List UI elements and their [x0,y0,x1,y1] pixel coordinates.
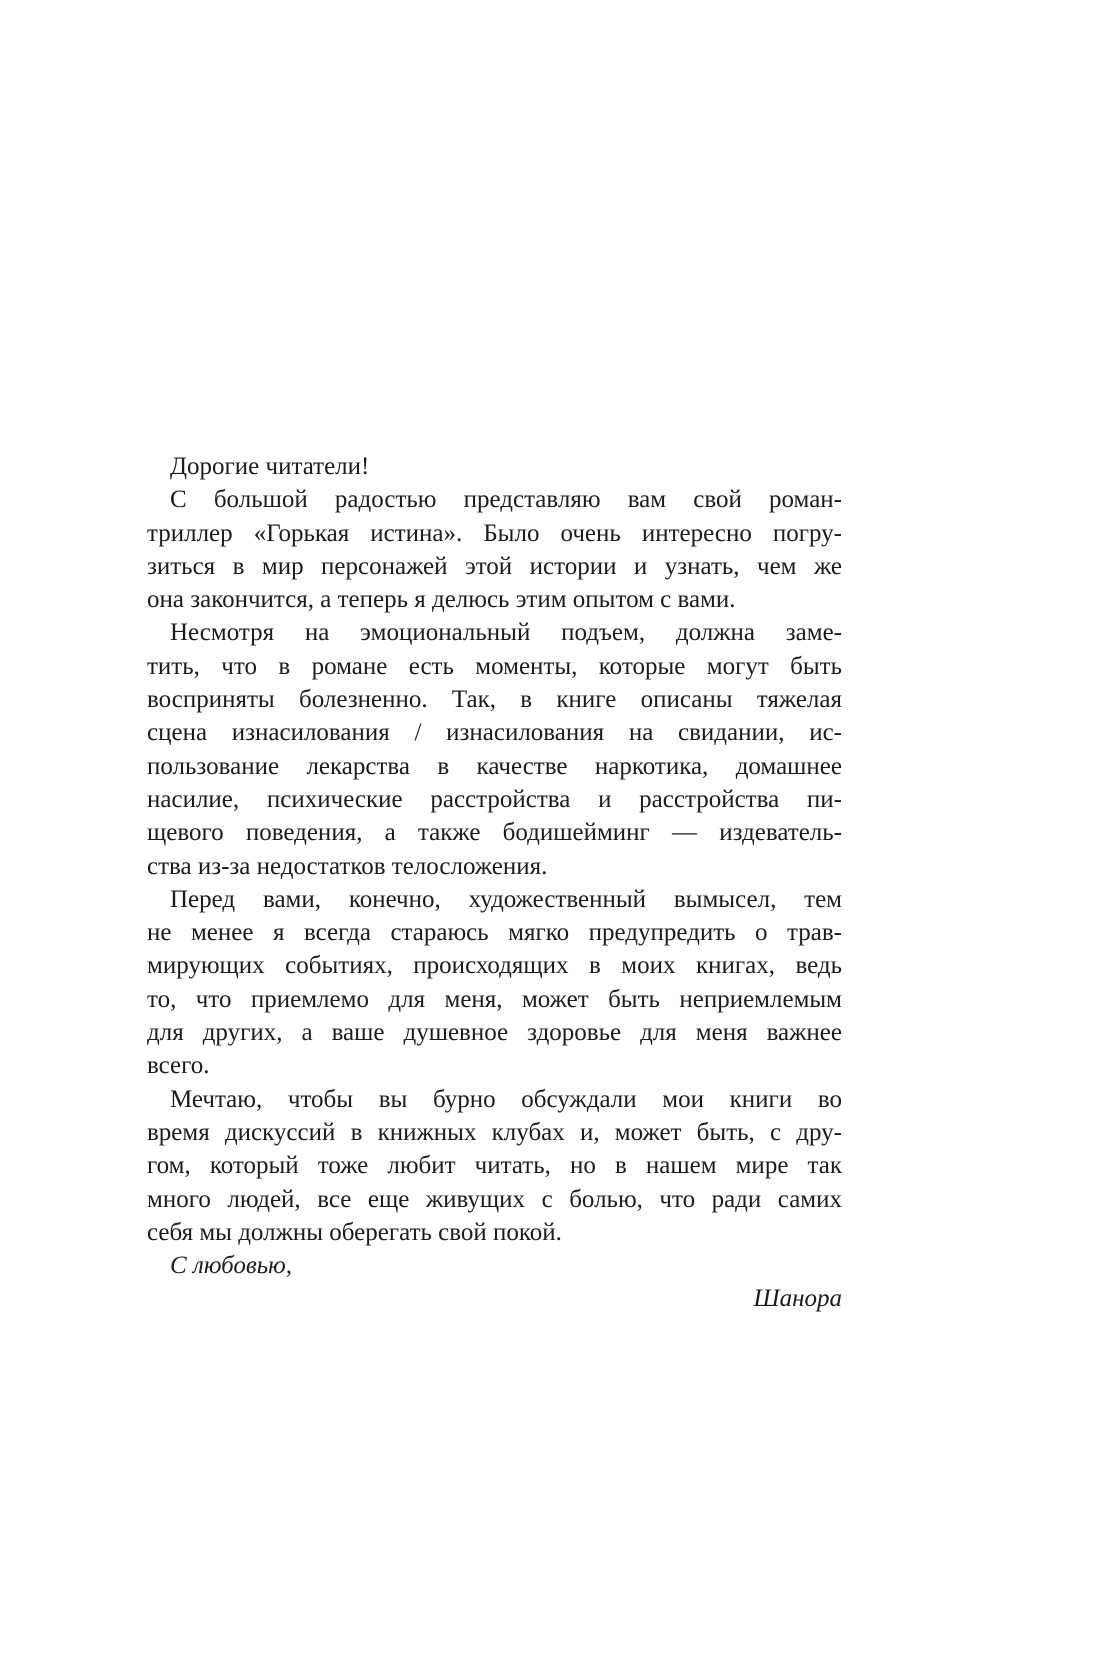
text-line: много людей, все еще живущих с болью, что ради самих [147,1185,842,1213]
greeting: Дорогие читатели! [170,453,370,480]
text-line: щевого поведения, а также бодишейминг — издеватель- [147,819,842,847]
text-line: зиться в мир персонажей этой истории и узнать, чем же [147,552,842,580]
text-line: насилие, психические расстройства и расстройства пи- [147,785,842,813]
text-line: пользование лекарства в качестве наркотика, домашнее [147,752,842,780]
text-line: триллер «Горькая истина». Было очень интересно погру- [147,519,842,547]
letter-to-readers [147,450,842,1316]
text-line: ства из-за недостатков телосложения. [147,852,548,880]
paragraph [147,483,842,616]
paragraph [147,616,842,882]
text-line: не менее я всегда стараюсь мягко предупредить о трав- [147,919,842,947]
paragraph [147,1083,842,1249]
text-line: Мечтаю, чтобы вы бурно обсуждали мои книги во [170,1085,842,1113]
text-line: тить, что в романе есть моменты, которые могут быть [147,652,842,680]
text-line: Перед вами, конечно, художественный вымысел, тем [170,885,842,913]
text-line: Несмотря на эмоциональный подъем, должна заме- [170,619,842,647]
text-line: себя мы должны оберегать свой покой. [147,1218,562,1246]
text-line: для других, а ваше душевное здоровье для меня важнее [147,1019,842,1047]
text-line: время дискуссий в книжных клубах и, может быть, с дру- [147,1118,842,1146]
text-line: С большой радостью представляю вам свой роман- [170,486,842,514]
paragraph [147,883,842,1083]
text-line: она закончится, а теперь я делюсь этим опытом с вами. [147,586,736,614]
text-line: всего. [147,1052,210,1080]
text-line: восприняты болезненно. Так, в книге описаны тяжелая [147,686,842,714]
text-line: то, что приемлемо для меня, может быть неприемлемым [147,985,842,1013]
text-line: гом, который тоже любит читать, но в нашем мире так [147,1152,842,1180]
signature: Шанора [753,1285,842,1313]
text-line: мирующих событиях, происходящих в моих книгах, ведь [147,952,842,980]
letter-body [147,483,842,1249]
text-line: сцена изнасилования / изнасилования на свидании, ис- [147,719,842,747]
closing: С любовью, [170,1252,292,1280]
